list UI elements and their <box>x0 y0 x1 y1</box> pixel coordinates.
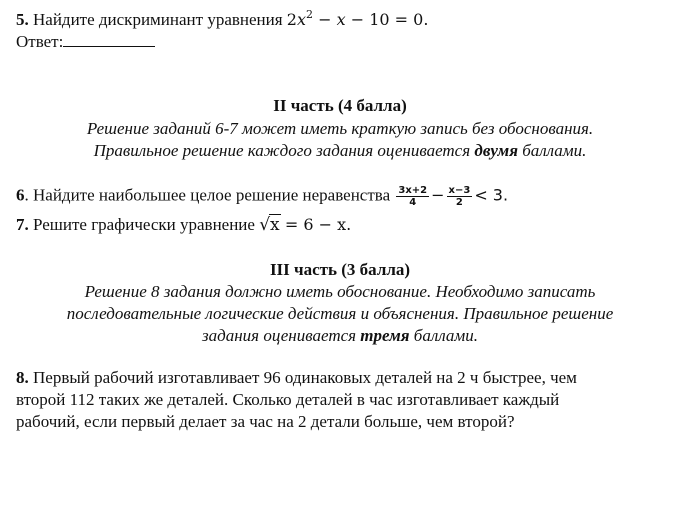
task6-minus: − <box>431 185 445 205</box>
task5-equation: $2x^2 - x - 10 = 0$. <box>286 8 429 29</box>
task7-text: Решите графически уравнение <box>33 215 255 234</box>
task6-number: 6 <box>16 185 25 205</box>
task8-number: 8. <box>16 368 29 387</box>
part2-bold-word: двумя <box>474 141 518 160</box>
task6-tail: < 3. <box>474 185 509 205</box>
part3-line1: Решение 8 задания должно иметь обоснование. Необходимо записать <box>84 282 596 301</box>
answer-blank[interactable] <box>63 32 155 47</box>
task8-line1: 8. Первый рабочий изготавливает 96 одинаковых деталей на 2 ч быстрее, чем <box>16 368 577 387</box>
task6-text: . Найдите наибольшее целое решение неравенства <box>24 185 391 205</box>
answer-label: Ответ: <box>16 32 64 51</box>
part3-title: III часть (3 балла) <box>269 260 411 279</box>
part3-line3: задания оценивается тремя баллами. <box>202 326 478 345</box>
part2-line1: Решение заданий 6-7 может иметь краткую запись без обоснования. <box>86 119 594 138</box>
task5-number: 5. <box>16 10 29 29</box>
task5-text: Найдите дискриминант уравнения <box>33 10 283 29</box>
task7-line <box>16 215 351 235</box>
task8-line3: рабочий, если первый делает за час на 2 детали больше, чем второй? <box>16 412 515 431</box>
task5-line <box>16 10 428 32</box>
task6-line <box>16 185 508 208</box>
task6-fraction-2: $\frac{x-3}{2}$ <box>448 185 471 208</box>
part2-title: II часть (4 балла) <box>273 96 407 115</box>
task7-tail: = 6 − x. <box>284 215 352 234</box>
task8-line2: второй 112 таких же деталей. Сколько деталей в час изготавливает каждый <box>16 390 560 409</box>
task5-answer-line <box>16 32 155 52</box>
part2-line2: Правильное решение каждого задания оценивается двумя баллами. <box>93 141 587 160</box>
part3-bold-word: тремя <box>360 326 410 345</box>
task6-fraction-1: $\frac{3x+2}{4}$ <box>398 185 428 208</box>
task7-sqrt: √x <box>259 215 280 235</box>
task7-number: 7. <box>16 215 29 234</box>
part3-line2: последовательные логические действия и объяснения. Правильное решение <box>66 304 614 323</box>
